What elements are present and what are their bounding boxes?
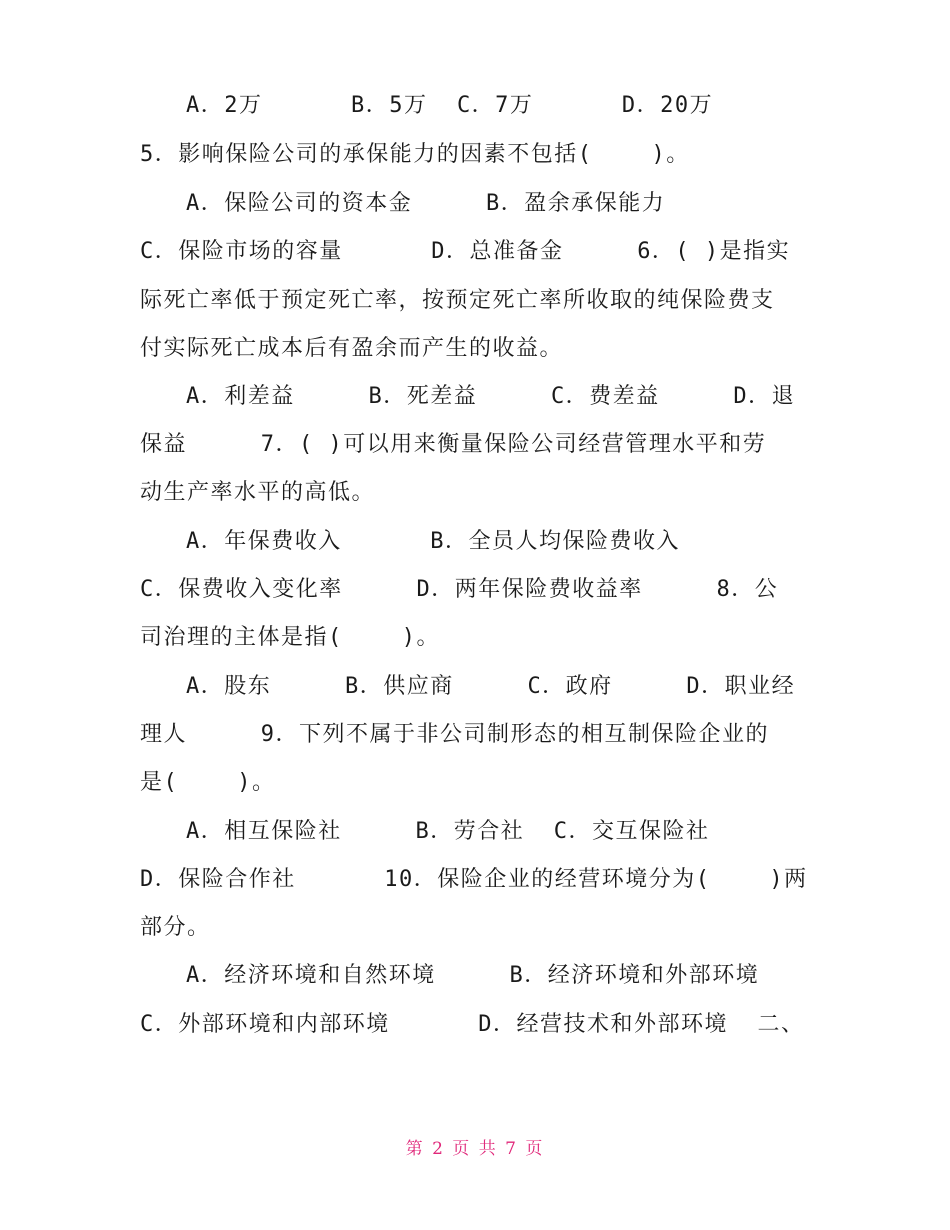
text-line: 部分。	[140, 915, 211, 940]
text-line: D．保险合作社 10．保险企业的经营环境分为( )两	[140, 867, 808, 892]
page-number-footer: 第 2 页 共 7 页	[405, 1139, 545, 1159]
text-line: A．股东 B．供应商 C．政府 D．职业经	[186, 674, 796, 699]
text-line: A．利差益 B．死差益 C．费差益 D．退	[186, 384, 796, 409]
text-line: A．2万 B．5万 C．7万 D．20万	[186, 93, 714, 118]
text-line: 动生产率水平的高低。	[140, 480, 376, 505]
text-line: 保益 7．( )可以用来衡量保险公司经营管理水平和劳	[140, 432, 767, 457]
text-line: A．保险公司的资本金 B．盈余承保能力	[186, 191, 666, 216]
text-line: C．保险市场的容量 D．总准备金 6．( )是指实	[140, 239, 791, 264]
text-line: 付实际死亡成本后有盈余而产生的收益。	[140, 336, 564, 361]
text-line: 是( )。	[140, 770, 276, 795]
text-line: 司治理的主体是指( )。	[140, 625, 440, 650]
text-line: C．外部环境和内部环境 D．经营技术和外部环境 二、	[140, 1012, 805, 1037]
text-line: 理人 9．下列不属于非公司制形态的相互制保险企业的	[140, 722, 769, 747]
text-line: 5．影响保险公司的承保能力的因素不包括( )。	[140, 142, 690, 167]
text-line: A．经济环境和自然环境 B．经济环境和外部环境	[186, 963, 760, 988]
text-line: A．相互保险社 B．劳合社 C．交互保险社	[186, 819, 710, 844]
text-line: 际死亡率低于预定死亡率，按预定死亡率所收取的纯保险费支	[140, 288, 775, 313]
text-line: C．保费收入变化率 D．两年保险费收益率 8．公	[140, 577, 779, 602]
text-line: A．年保费收入 B．全员人均保险费收入	[186, 529, 680, 554]
